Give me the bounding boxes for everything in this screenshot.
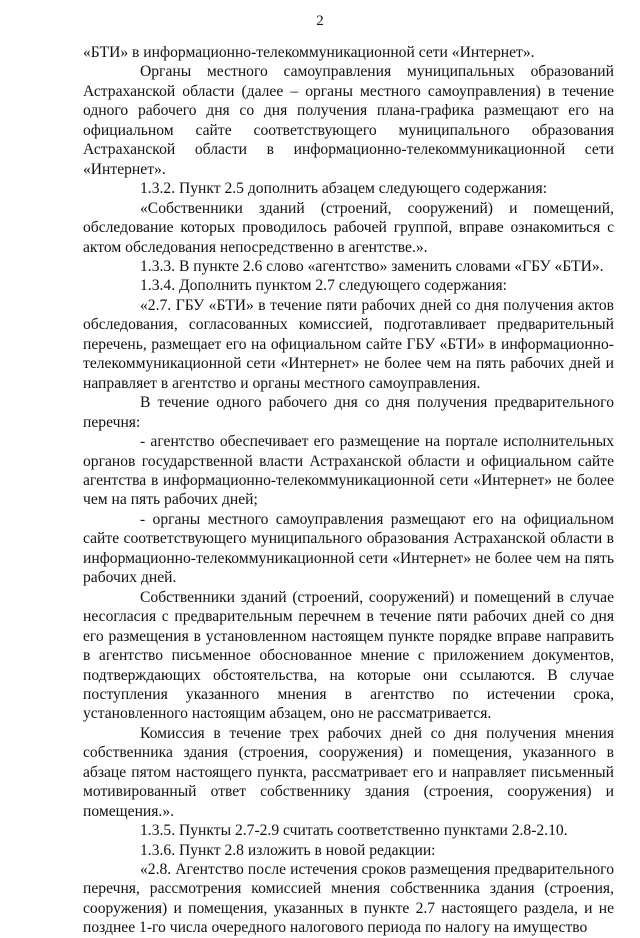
paragraph: - органы местного самоуправления размещают его на официальном сайте соответствующего муниципального образования Астраханской области в информационно-телекоммуникационной сети «Интернет» не более чем на пять рабочих дней. [83,510,614,587]
paragraph: Комиссия в течение трех рабочих дней со дня получения мнения собственника здания (строения, сооружения) и помещения, указанного в абзаце пятом настоящего пункта, рассматривает его и направляет письменный мотивированный ответ собственнику здания (строения, сооружения) и помещения.». [83,724,614,820]
paragraph: В течение одного рабочего дня со дня получения предварительного перечня: [83,394,614,431]
paragraph: 1.3.4. Дополнить пунктом 2.7 следующего содержания: [140,277,508,295]
paragraph: Органы местного самоуправления муниципальных образований Астраханской области (далее – органы местного самоуправления) в течение одного рабочего дня со дня получения плана-графика размещают его на официальном сайте соответствующего муниципального образования Астраханской области в информационно-телекоммуникационной сети «Интернет». [83,63,614,178]
document-body [83,43,614,938]
paragraph: 1.3.5. Пункты 2.7-2.9 считать соответственно пунктами 2.8-2.10. [140,822,568,840]
paragraph: «2.8. Агентство после истечения сроков размещения предварительного перечня, рассмотрения комиссией мнения собственника здания (строения, сооружения) и помещения, указанных в пункте 2.7 настоящего раздела, и не позднее 1-го числа очередного налогового периода по налогу на имущество [83,861,614,937]
paragraph: - агентство обеспечивает его размещение на портале исполнительных органов государственной власти Астраханской области и официальном сайте агентства в информационно-телекоммуникационной сети «Интернет» не более чем на пять рабочих дней; [83,433,614,509]
page-number: 2 [316,13,324,29]
paragraph: 1.3.6. Пункт 2.8 изложить в новой редакции: [140,841,436,859]
paragraph: «БТИ» в информационно-телекоммуникационной сети «Интернет». [83,44,535,61]
paragraph: Собственники зданий (строений, сооружений) и помещений в случае несогласия с предварительным перечнем в течение пяти рабочих дней со дня его размещения в установленном настоящем пункте порядке вправе направить в агентство письменное обоснованное мнение с приложением документов, подтверждающих обстоятельства, на которые они ссылаются. В случае поступления указанного мнения в агентство по истечении срока, установленного настоящим абзацем, оно не рассматривается. [83,588,614,723]
paragraph: «2.7. ГБУ «БТИ» в течение пяти рабочих дней со дня получения актов обследования, согласованных комиссией, подготавливает предварительный перечень, размещает его на официальном сайте ГБУ «БТИ» в информационно-телекоммуникационной сети «Интернет» не более чем на пять рабочих дней и направляет в агентство и органы местного самоуправления. [83,296,614,392]
paragraph: 1.3.2. Пункт 2.5 дополнить абзацем следующего содержания: [140,180,548,198]
paragraph: 1.3.3. В пункте 2.6 слово «агентство» заменить словами «ГБУ «БТИ». [140,257,604,275]
paragraph: «Собственники зданий (строений, сооружений) и помещений, обследование которых проводилось рабочей группой, вправе ознакомиться с актом обследования непосредственно в агентстве.». [83,199,614,256]
